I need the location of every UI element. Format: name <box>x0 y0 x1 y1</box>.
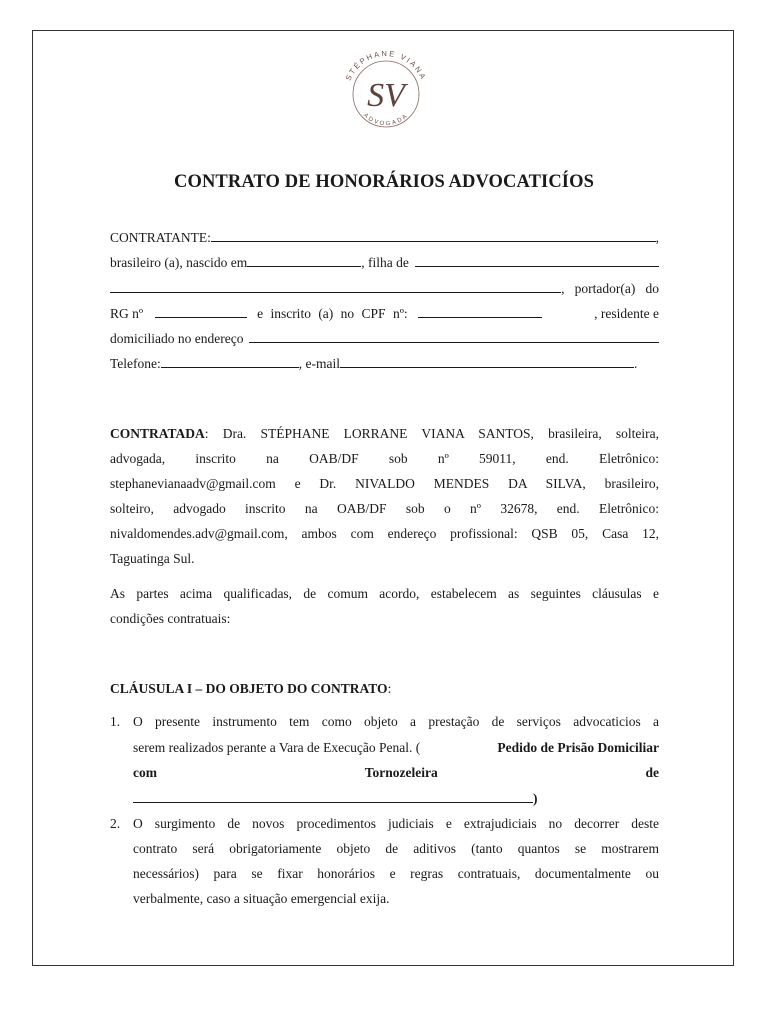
logo-text-bottom: ADVOGADA <box>362 112 410 128</box>
item-1-line-2 <box>133 740 659 756</box>
clausula-1-heading-colon: : <box>387 681 392 696</box>
address-field[interactable] <box>249 330 659 343</box>
contratante-line-6: Telefone: , e-mail . <box>110 356 638 371</box>
item-2-line-1: O surgimento de novos procedimentos judiciais e extrajudiciais no decorrer deste <box>133 816 659 831</box>
filiation-field-cont[interactable] <box>110 280 561 293</box>
item-2-line-3: necessários) para se fixar honorários e regras contratuais, documentalmente ou <box>133 866 659 881</box>
item-1-text-2: serem realizados perante a Vara de Execução Penal. ( <box>133 740 421 755</box>
item-1-number: 1. <box>110 714 121 729</box>
item-1-bold-1: Pedido de Prisão Domiciliar <box>497 740 659 755</box>
item-1-line-4 <box>133 790 659 807</box>
cpf-label: e inscrito (a) no CPF nº: <box>257 306 408 321</box>
contratada-line-6: Taguatinga Sul. <box>110 551 195 566</box>
rg-label: RG nº <box>110 306 144 321</box>
item-1-line-3 <box>133 765 659 781</box>
item-1-bold-com: com <box>133 765 157 780</box>
endereco-label: domiciliado no endereço <box>110 331 244 346</box>
contratada-line-5: nivaldomendes.adv@gmail.com, ambos com endereço profissional: QSB 05, Casa 12, <box>110 526 659 541</box>
logo-monogram: SV <box>367 77 405 114</box>
contratada-line-3: stephanevianaadv@gmail.com e Dr. NIVALDO MENDES DA SILVA, brasileiro, <box>110 476 659 491</box>
item-2-number: 2. <box>110 816 121 831</box>
contratada-line-1 <box>110 426 659 442</box>
svg-text:ADVOGADA <box>362 113 410 128</box>
contratada-line-4: solteiro, advogado inscrito na OAB/DF sob o nº 32678, end. Eletrônico: <box>110 501 659 516</box>
rg-field[interactable] <box>155 305 247 318</box>
nascido-label: brasileiro (a), nascido em <box>110 255 248 270</box>
email-field[interactable] <box>340 355 634 368</box>
clausula-1-heading-text: CLÁUSULA I – DO OBJETO DO CONTRATO <box>110 681 388 696</box>
contratante-label: CONTRATANTE: <box>110 230 211 245</box>
item-1-field[interactable] <box>133 790 533 803</box>
contratante-line-1: CONTRATANTE: , <box>110 230 659 245</box>
item-2-line-4: verbalmente, caso a situação emergencial exija. <box>133 891 390 906</box>
contratante-line-2 <box>110 254 659 271</box>
filiation-field[interactable] <box>415 254 659 267</box>
partes-line-2: condições contratuais: <box>110 611 231 626</box>
partes-line-1: As partes acima qualificadas, de comum acordo, estabelecem as seguintes cláusulas e <box>110 586 659 601</box>
birth-date-field[interactable] <box>247 254 361 267</box>
contratante-line-3 <box>110 280 659 297</box>
contratante-line-5 <box>110 330 659 347</box>
item-1-bold-de: de <box>645 765 659 780</box>
item-1-bold-tornozeleira: Tornozeleira <box>364 765 438 780</box>
logo-seal <box>334 42 438 146</box>
contratada-text-1: : Dra. STÉPHANE LORRANE VIANA SANTOS, brasileira, solteira, <box>204 426 659 441</box>
portador-label: , portador(a) do <box>561 281 659 296</box>
contratante-line-4 <box>110 305 659 322</box>
logo-text-top: STÉPHANE VIANA <box>343 48 429 83</box>
cpf-field[interactable] <box>418 305 542 318</box>
item-1-line-1: O presente instrumento tem como objeto a prestação de serviços advocaticios a <box>133 714 659 729</box>
contratada-line-2: advogada, inscrito na OAB/DF sob nº 59011, end. Eletrônico: <box>110 451 659 466</box>
filha-label: , filha de <box>361 255 409 270</box>
telefone-field[interactable] <box>161 355 299 368</box>
document-title: CONTRATO DE HONORÁRIOS ADVOCATICÍOS <box>174 172 594 192</box>
telefone-label: Telefone: <box>110 356 161 371</box>
contratada-label: CONTRATADA <box>110 426 205 441</box>
email-label: , e-mail <box>298 356 341 371</box>
item-2-line-2: contrato será obrigatoriamente objeto de aditivos (tanto quantos se mostrarem <box>133 841 659 856</box>
contratante-name-field[interactable] <box>211 229 656 242</box>
item-1-close-paren: ) <box>533 791 538 806</box>
residente-label: , residente e <box>594 306 659 321</box>
clausula-1-heading <box>110 681 659 697</box>
